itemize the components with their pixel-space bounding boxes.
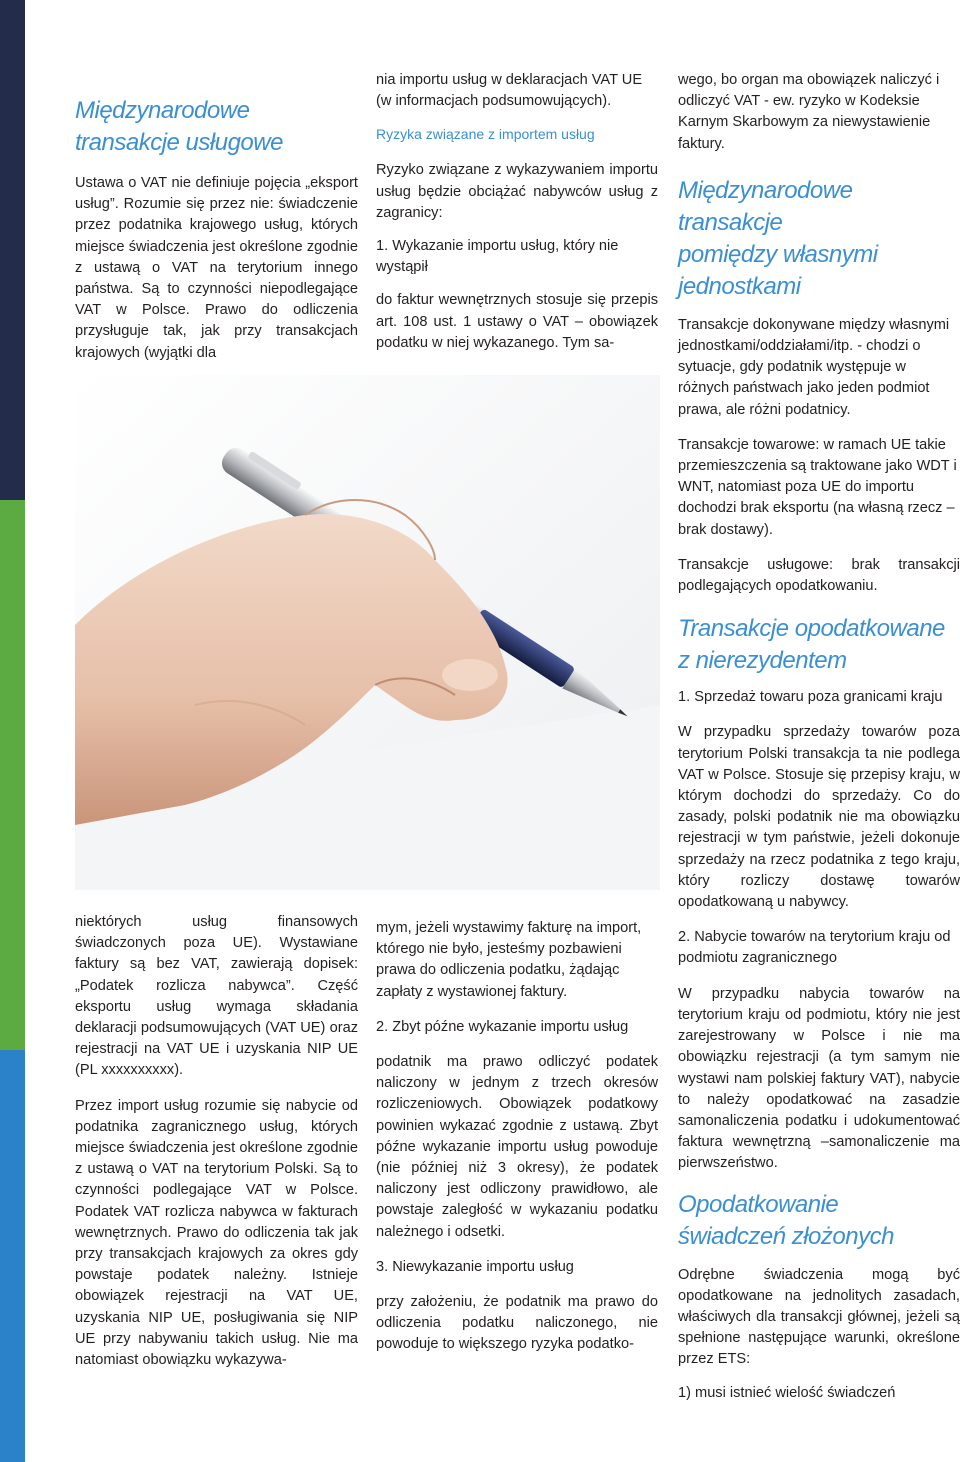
subheading-import-risks: Ryzyka związane z importem usług xyxy=(376,126,595,143)
section-intl-services-cont xyxy=(75,912,358,1371)
section-import-risks-cont xyxy=(376,918,658,1356)
list-item-title: 2. Nabycie towarów na terytorium kraju od podmiotu zagranicznego xyxy=(678,929,951,967)
heading-own-units: Międzynarodowe transakcje pomiędzy własnymi jednostkami xyxy=(678,176,878,300)
list-item-text: podatnik ma prawo odliczyć podatek naliczony w jednym z trzech okresów rozliczeniowych. Obowiązek podatkowy powinien wykazać zgodnie z ustawą. Zbyt późne wykazanie importu usług powoduje (nie później niż 3 okresy), że podatek naliczony jest odliczony prawidłowo, ale powstaje zaległość w wykazaniu podatku należnego i odsetki. xyxy=(376,1054,658,1240)
photo-hand-pen xyxy=(75,375,660,890)
paragraph-export-services: Ustawa o VAT nie definiuje pojęcia „eksport usług”. Rozumie się przez nie: świadczenie przez podatnika krajowego usług, których miejsce świadczenia jest określone zgodnie z ustawą o VAT na terytorium innego państwa. Są to czynności niepodlegające VAT w Polsce. Prawo do odliczenia przysługuje tak, jak przy transakcjach krajowych (wyjątki dla xyxy=(75,175,358,361)
list-item-text: do faktur wewnętrznych stosuje się przepis art. 108 ust. 1 ustawy o VAT – obowiązek podatku w niej wykazanego. Tym sa- xyxy=(376,292,658,351)
paragraph-export-continuation: niektórych usług finansowych świadczonych poza UE). Wystawiane faktury są bez VAT, zawierają dopisek: „Podatek rozlicza nabywca”. Część eksportu usług wymaga składania deklaracji podsumowujących (VAT UE) oraz rejestracji na VAT UE i uzyskania NIP UE (PL xxxxxxxxxx). xyxy=(75,914,358,1079)
paragraph-continuation: wego, bo organ ma obowiązek naliczyć i odliczyć VAT - ew. ryzyko w Kodeksie Karnym Skarbowym za niewystawienie faktury. xyxy=(678,72,940,152)
list-item-text: mym, jeżeli wystawimy fakturę na import, którego nie było, jesteśmy pozbawieni prawa do odliczenia podatku, żądając zapłaty z wystawionej faktury. xyxy=(376,920,642,1000)
list-item-title: 1. Sprzedaż towaru poza granicami kraju xyxy=(678,689,943,706)
list-item-text: 1) musi istnieć wielość świadczeń xyxy=(678,1384,896,1401)
heading-non-resident: Transakcje opodatkowane z nierezydentem xyxy=(678,615,945,675)
section-import-risks xyxy=(376,70,658,354)
paragraph-service-transactions: Transakcje usługowe: brak transakcji podlegających opodatkowaniu. xyxy=(678,556,960,595)
list-item-text: W przypadku nabycia towarów na terytorium kraju od podmiotu, który nie jest zarejestrowany w Polsce i nie ma obowiązku rejestracji (a tym samym nie wystawi nam polskiej faktury VAT), nabycie to należy opodatkować na zasadzie samonaliczenia podatku i udokumentować faktura wewnętrzną –samonaliczenie ma pierwszeństwo. xyxy=(678,985,960,1172)
list-item-title: 2. Zbyt późne wykazanie importu usług xyxy=(376,1018,629,1035)
paragraph-goods-transactions: Transakcje towarowe: w ramach UE takie przemieszczenia są traktowane jako WDT i WNT, natomiast poza UE do importu dochodzi brak eksportu (na własną rzecz – brak dostawy). xyxy=(678,436,957,538)
paragraph-import-services: Przez import usług rozumie się nabycie od podatnika zagranicznego usług, których miejsce świadczenia jest określone zgodnie z ustawą o VAT na terytorium Polski. Są to czynności podlegające VAT w Polsce. Podatek VAT rozlicza nabywca w fakturach wewnętrznych. Prawo do odliczenia tak jak przy transakcjach krajowych za okres gdy powstaje podatek należny. Istnieje obowiązek rejestracji na VAT UE, uzyskania NIP UE, posługiwania się NIP UE przy nabywaniu takich usług. Nie ma natomiast obowiązku wykazywa- xyxy=(75,1097,358,1369)
section-intl-services xyxy=(75,95,358,364)
section-own-units xyxy=(678,70,960,1404)
side-band-green xyxy=(0,500,25,1050)
heading-intl-services: Międzynarodowe transakcje usługowe xyxy=(75,97,283,156)
list-item-title: 1. Wykazanie importu usług, który nie wystąpił xyxy=(376,238,619,276)
paragraph-composite: Odrębne świadczenia mogą być opodatkowane na jednolitych zasadach, właściwych dla transakcji głównej, jeżeli są spełnione następujące warunki, określone przez ETS: xyxy=(678,1266,960,1368)
side-band-navy xyxy=(0,0,25,500)
list-item-text: W przypadku sprzedaży towarów poza terytorium Polski transakcja ta nie podlega VAT w Polsce. Stosuje się przepisy kraju, w którym dochodzi do sprzedaży. Co do zasady, polski podatnik nie ma obowiązku rejestracji w tym państwie, jeżeli dokonuje sprzedaży na rzecz podatnika z tego kraju, który rozliczy dostawę towarów opodatkowaną u nabywcy. xyxy=(678,724,960,911)
paragraph-import-risk-intro: Ryzyko związane z wykazywaniem importu usług będzie obciążać nabywców usług z zagranicy: xyxy=(376,162,658,221)
paragraph-own-units: Transakcje dokonywane między własnymi jednostkami/oddziałami/itp. - chodzi o sytuacje, gdy podatnik występuje w różnych państwach jako jeden podmiot prawa, ale różni podatnicy. xyxy=(678,316,950,418)
side-band-blue xyxy=(0,1050,25,1462)
hand-holding-pen-icon xyxy=(75,375,660,890)
list-item-text: przy założeniu, że podatnik ma prawo do odliczenia podatku naliczonego, nie powoduje to większego ryzyka podatko- xyxy=(376,1294,658,1353)
heading-composite: Opodatkowanie świadczeń złożonych xyxy=(678,1190,894,1250)
paragraph-continuation: nia importu usług w deklaracjach VAT UE (w informacjach podsumowujących). xyxy=(376,72,643,110)
list-item-title: 3. Niewykazanie importu usług xyxy=(376,1258,574,1275)
